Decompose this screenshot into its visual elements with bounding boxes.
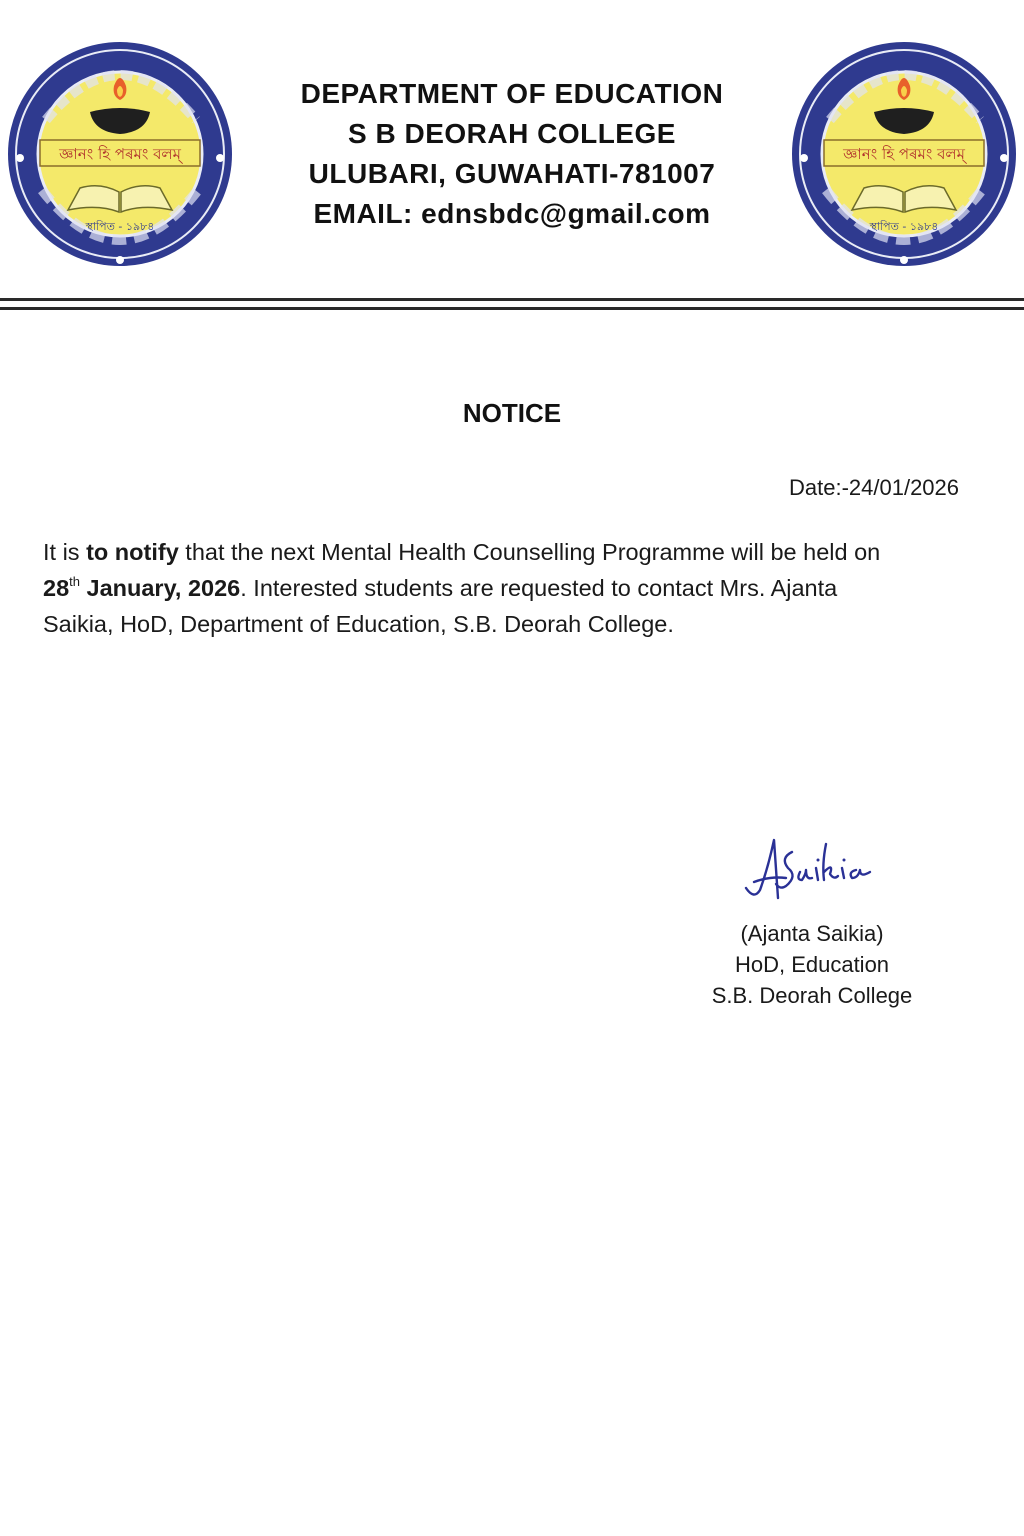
signatory-block — [690, 918, 934, 1011]
notice-body-line — [43, 570, 1013, 606]
emblem-motto: জ্ঞানং হি পৰমং বলম্ — [59, 145, 181, 163]
emblem-established: স্থাপিত - ১৯৮৪ — [85, 220, 155, 233]
department-name: DEPARTMENT OF EDUCATION — [300, 78, 724, 109]
letterhead-text — [262, 74, 762, 234]
notice-date: Date:-24/01/2026 — [789, 475, 960, 500]
signatory-institution: S.B. Deorah College — [711, 983, 913, 1008]
event-date-day: 28 — [43, 575, 70, 601]
notice-body-line: Saikia, HoD, Department of Education, S.B. Deorah College. — [43, 611, 674, 637]
college-name: S B DEORAH COLLEGE — [348, 118, 676, 149]
college-address: ULUBARI, GUWAHATI-781007 — [308, 158, 716, 189]
header-divider — [0, 298, 1024, 301]
header-divider — [0, 307, 1024, 310]
body-text: It is — [43, 539, 87, 565]
college-emblem-icon — [6, 40, 234, 268]
notice-body — [43, 534, 1013, 642]
department-email: EMAIL: ednsbdc@gmail.com — [313, 198, 711, 229]
body-text: . Interested students are requested to contact Mrs. Ajanta — [240, 575, 838, 601]
notice-body-line — [43, 534, 1013, 570]
signatory-designation: HoD, Education — [734, 952, 890, 977]
body-emphasis: to notify — [86, 539, 179, 565]
handwritten-signature-icon — [740, 828, 880, 918]
college-emblem-icon — [790, 40, 1018, 268]
emblem-motto: জ্ঞানং হি পৰমং বলম্ — [843, 145, 965, 163]
signatory-name: (Ajanta Saikia) — [740, 921, 884, 946]
ordinal-suffix: th — [69, 574, 80, 589]
emblem-established: স্থাপিত - ১৯৮৪ — [869, 220, 939, 233]
notice-title: NOTICE — [462, 398, 562, 428]
event-date-month-year: January, 2026 — [79, 575, 241, 601]
body-text: that the next Mental Health Counselling Programme will be held on — [178, 539, 881, 565]
